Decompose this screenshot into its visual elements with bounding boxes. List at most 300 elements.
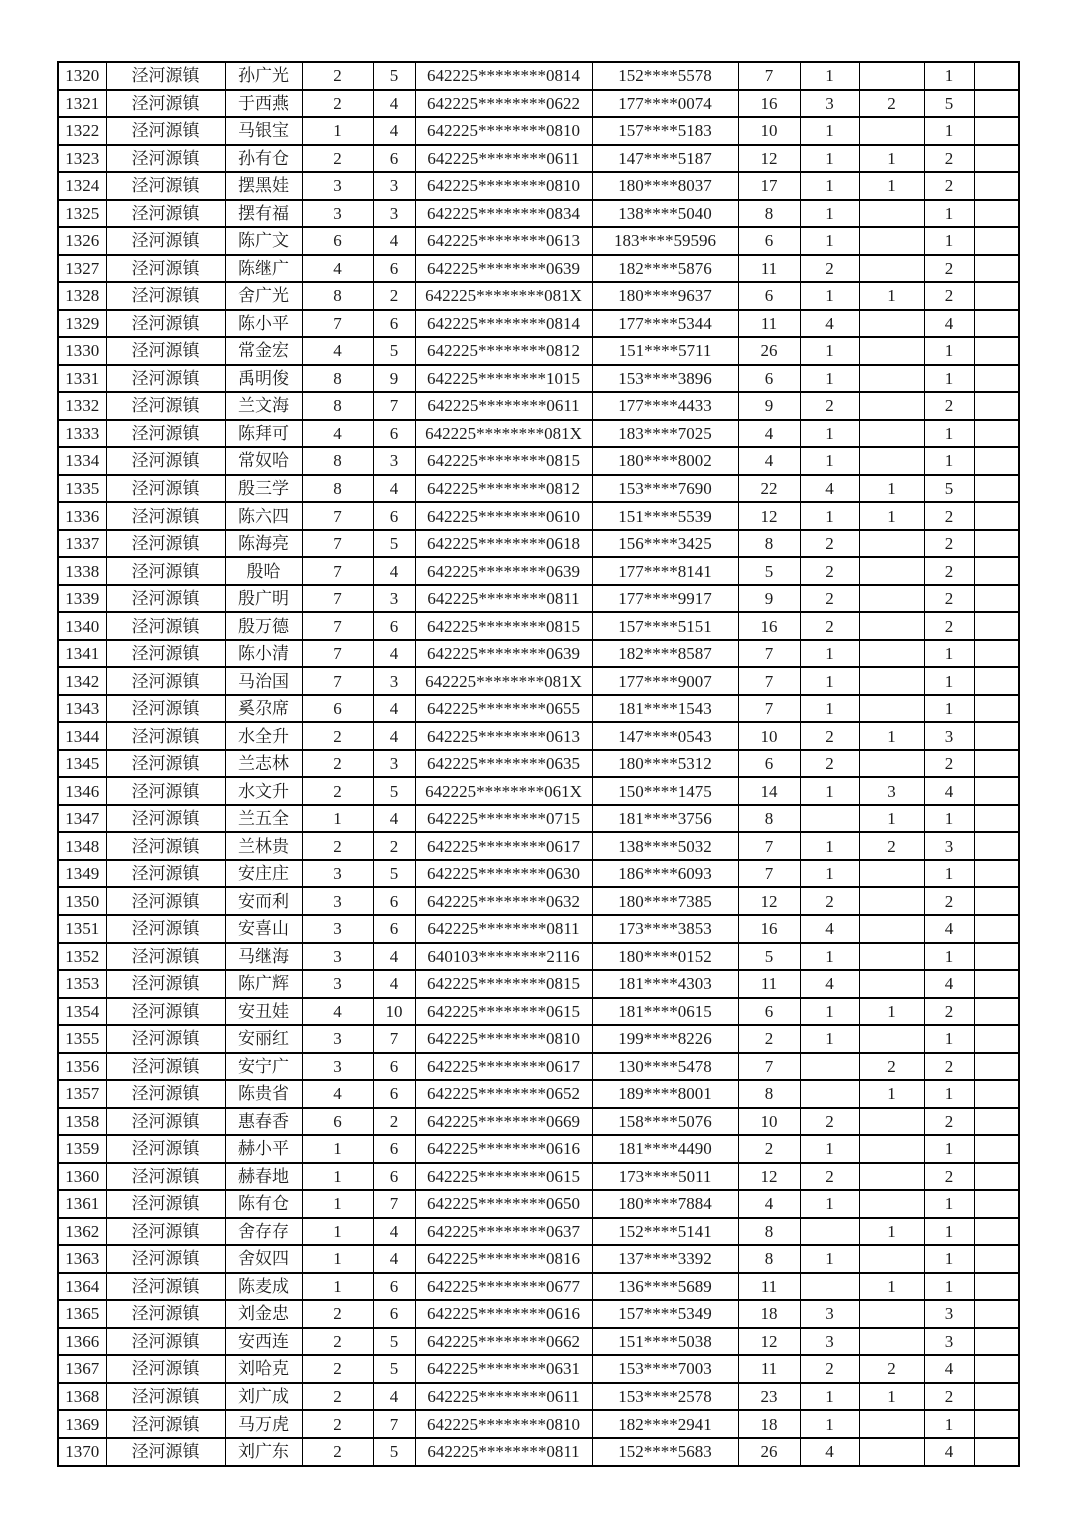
cell-num3: 9 (738, 392, 800, 420)
cell-town: 泾河源镇 (106, 365, 225, 393)
cell-num6: 5 (924, 90, 974, 118)
cell-empty (974, 1135, 1019, 1163)
cell-num2: 4 (373, 695, 415, 723)
cell-num4 (800, 1273, 859, 1301)
cell-town: 泾河源镇 (106, 1053, 225, 1081)
cell-phone_masked: 137****3392 (592, 1245, 738, 1273)
cell-name: 摆黑娃 (225, 172, 302, 200)
cell-num5 (859, 255, 924, 283)
cell-town: 泾河源镇 (106, 1355, 225, 1383)
cell-id_masked: 642225********0811 (415, 585, 592, 613)
cell-phone_masked: 152****5683 (592, 1438, 738, 1466)
cell-num2: 6 (373, 1273, 415, 1301)
cell-empty (974, 1273, 1019, 1301)
table-row (58, 915, 1019, 943)
cell-num1: 7 (302, 585, 373, 613)
cell-empty (974, 145, 1019, 173)
cell-phone_masked: 180****8002 (592, 447, 738, 475)
cell-phone_masked: 177****4433 (592, 392, 738, 420)
cell-num3: 2 (738, 1025, 800, 1053)
cell-num5: 1 (859, 172, 924, 200)
cell-num3: 11 (738, 310, 800, 338)
cell-empty (974, 1438, 1019, 1466)
table-row (58, 1355, 1019, 1383)
cell-num5 (859, 1190, 924, 1218)
cell-num2: 3 (373, 172, 415, 200)
cell-name: 陈小清 (225, 640, 302, 668)
cell-name: 水文升 (225, 777, 302, 805)
cell-num6: 2 (924, 1053, 974, 1081)
cell-num1: 8 (302, 282, 373, 310)
table-row (58, 172, 1019, 200)
cell-empty (974, 392, 1019, 420)
cell-num2: 3 (373, 667, 415, 695)
cell-num5 (859, 887, 924, 915)
table-row (58, 227, 1019, 255)
cell-empty (974, 1383, 1019, 1411)
cell-num2: 4 (373, 1218, 415, 1246)
cell-num5 (859, 585, 924, 613)
cell-no: 1351 (58, 915, 106, 943)
cell-num3: 8 (738, 1218, 800, 1246)
cell-town: 泾河源镇 (106, 255, 225, 283)
cell-phone_masked: 130****5478 (592, 1053, 738, 1081)
cell-num4: 2 (800, 255, 859, 283)
table-row (58, 805, 1019, 833)
cell-no: 1369 (58, 1410, 106, 1438)
table-row (58, 62, 1019, 90)
cell-num5 (859, 1410, 924, 1438)
cell-no: 1326 (58, 227, 106, 255)
cell-id_masked: 642225********0615 (415, 998, 592, 1026)
cell-no: 1342 (58, 667, 106, 695)
cell-id_masked: 642225********0655 (415, 695, 592, 723)
cell-no: 1355 (58, 1025, 106, 1053)
cell-num3: 26 (738, 337, 800, 365)
cell-town: 泾河源镇 (106, 1108, 225, 1136)
cell-num2: 7 (373, 1410, 415, 1438)
table-row (58, 145, 1019, 173)
cell-id_masked: 642225********0810 (415, 1025, 592, 1053)
table-row (58, 722, 1019, 750)
cell-num1: 2 (302, 1438, 373, 1466)
cell-phone_masked: 157****5349 (592, 1300, 738, 1328)
cell-num3: 6 (738, 282, 800, 310)
cell-town: 泾河源镇 (106, 1135, 225, 1163)
cell-empty (974, 62, 1019, 90)
cell-num2: 4 (373, 1245, 415, 1273)
cell-num3: 7 (738, 1053, 800, 1081)
cell-num1: 3 (302, 887, 373, 915)
cell-id_masked: 642225********0610 (415, 502, 592, 530)
cell-phone_masked: 182****2941 (592, 1410, 738, 1438)
cell-num1: 7 (302, 530, 373, 558)
cell-name: 孙广光 (225, 62, 302, 90)
table-row (58, 1163, 1019, 1191)
cell-empty (974, 227, 1019, 255)
cell-num3: 7 (738, 860, 800, 888)
cell-num6: 1 (924, 1273, 974, 1301)
cell-id_masked: 642225********0652 (415, 1080, 592, 1108)
cell-num3: 26 (738, 1438, 800, 1466)
cell-empty (974, 447, 1019, 475)
cell-town: 泾河源镇 (106, 117, 225, 145)
cell-no: 1340 (58, 612, 106, 640)
cell-num3: 4 (738, 420, 800, 448)
cell-num4: 4 (800, 310, 859, 338)
cell-num5 (859, 530, 924, 558)
cell-no: 1339 (58, 585, 106, 613)
cell-num2: 10 (373, 998, 415, 1026)
cell-no: 1360 (58, 1163, 106, 1191)
cell-num4 (800, 1218, 859, 1246)
cell-num4: 4 (800, 915, 859, 943)
cell-num6: 1 (924, 227, 974, 255)
cell-id_masked: 642225********0613 (415, 722, 592, 750)
cell-empty (974, 90, 1019, 118)
cell-no: 1363 (58, 1245, 106, 1273)
cell-town: 泾河源镇 (106, 998, 225, 1026)
cell-num2: 4 (373, 805, 415, 833)
cell-num5 (859, 1328, 924, 1356)
cell-phone_masked: 181****4490 (592, 1135, 738, 1163)
cell-phone_masked: 173****3853 (592, 915, 738, 943)
cell-empty (974, 667, 1019, 695)
cell-id_masked: 642225********0617 (415, 832, 592, 860)
cell-empty (974, 860, 1019, 888)
cell-num3: 11 (738, 255, 800, 283)
cell-num6: 3 (924, 1300, 974, 1328)
cell-id_masked: 642225********0715 (415, 805, 592, 833)
cell-num5 (859, 1300, 924, 1328)
cell-empty (974, 640, 1019, 668)
cell-phone_masked: 156****3425 (592, 530, 738, 558)
cell-name: 殷广明 (225, 585, 302, 613)
cell-id_masked: 642225********0617 (415, 1053, 592, 1081)
cell-id_masked: 642225********0616 (415, 1300, 592, 1328)
cell-num6: 4 (924, 970, 974, 998)
cell-no: 1331 (58, 365, 106, 393)
cell-no: 1370 (58, 1438, 106, 1466)
cell-id_masked: 642225********061X (415, 777, 592, 805)
cell-num2: 5 (373, 62, 415, 90)
cell-id_masked: 642225********0650 (415, 1190, 592, 1218)
cell-num5: 1 (859, 502, 924, 530)
cell-phone_masked: 182****8587 (592, 640, 738, 668)
cell-num3: 8 (738, 1080, 800, 1108)
cell-num6: 1 (924, 337, 974, 365)
cell-num1: 1 (302, 117, 373, 145)
cell-num5 (859, 750, 924, 778)
cell-num5 (859, 860, 924, 888)
cell-num2: 6 (373, 310, 415, 338)
cell-num6: 1 (924, 860, 974, 888)
cell-num1: 7 (302, 667, 373, 695)
cell-num5: 2 (859, 1355, 924, 1383)
table-row (58, 1025, 1019, 1053)
cell-num5 (859, 695, 924, 723)
cell-num1: 3 (302, 1025, 373, 1053)
cell-name: 陈继广 (225, 255, 302, 283)
cell-town: 泾河源镇 (106, 1190, 225, 1218)
cell-num3: 6 (738, 365, 800, 393)
cell-empty (974, 612, 1019, 640)
cell-num4: 2 (800, 612, 859, 640)
cell-town: 泾河源镇 (106, 392, 225, 420)
cell-empty (974, 1025, 1019, 1053)
cell-num6: 1 (924, 695, 974, 723)
cell-no: 1334 (58, 447, 106, 475)
cell-empty (974, 502, 1019, 530)
cell-name: 舍奴四 (225, 1245, 302, 1273)
cell-town: 泾河源镇 (106, 1218, 225, 1246)
cell-town: 泾河源镇 (106, 475, 225, 503)
cell-name: 兰五全 (225, 805, 302, 833)
cell-num4: 1 (800, 117, 859, 145)
cell-num3: 7 (738, 640, 800, 668)
cell-num1: 2 (302, 750, 373, 778)
cell-name: 陈广辉 (225, 970, 302, 998)
cell-num5 (859, 310, 924, 338)
cell-id_masked: 642225********0677 (415, 1273, 592, 1301)
cell-name: 刘哈克 (225, 1355, 302, 1383)
cell-id_masked: 642225********0812 (415, 337, 592, 365)
cell-name: 陈小平 (225, 310, 302, 338)
cell-num5 (859, 447, 924, 475)
cell-num3: 5 (738, 557, 800, 585)
cell-id_masked: 642225********0662 (415, 1328, 592, 1356)
cell-phone_masked: 177****9007 (592, 667, 738, 695)
cell-town: 泾河源镇 (106, 750, 225, 778)
cell-empty (974, 750, 1019, 778)
cell-name: 安丽红 (225, 1025, 302, 1053)
cell-phone_masked: 151****5038 (592, 1328, 738, 1356)
table-row (58, 860, 1019, 888)
table-row (58, 1438, 1019, 1466)
cell-num4: 2 (800, 750, 859, 778)
cell-num1: 2 (302, 1300, 373, 1328)
cell-num2: 6 (373, 420, 415, 448)
cell-num1: 2 (302, 90, 373, 118)
data-table (57, 61, 1020, 1467)
cell-num2: 5 (373, 337, 415, 365)
cell-num4: 1 (800, 777, 859, 805)
cell-town: 泾河源镇 (106, 145, 225, 173)
cell-empty (974, 943, 1019, 971)
cell-id_masked: 642225********0616 (415, 1135, 592, 1163)
table-row (58, 998, 1019, 1026)
cell-id_masked: 642225********0613 (415, 227, 592, 255)
cell-town: 泾河源镇 (106, 943, 225, 971)
cell-town: 泾河源镇 (106, 805, 225, 833)
cell-num2: 3 (373, 447, 415, 475)
table-row (58, 90, 1019, 118)
cell-phone_masked: 138****5032 (592, 832, 738, 860)
cell-no: 1337 (58, 530, 106, 558)
cell-id_masked: 642225********0669 (415, 1108, 592, 1136)
cell-num5: 2 (859, 90, 924, 118)
cell-num2: 4 (373, 227, 415, 255)
cell-name: 马万虎 (225, 1410, 302, 1438)
cell-num2: 7 (373, 1025, 415, 1053)
cell-name: 舍广光 (225, 282, 302, 310)
cell-num5 (859, 915, 924, 943)
cell-num5 (859, 227, 924, 255)
cell-num3: 10 (738, 1108, 800, 1136)
cell-num6: 2 (924, 1108, 974, 1136)
cell-num6: 1 (924, 62, 974, 90)
cell-town: 泾河源镇 (106, 1300, 225, 1328)
cell-num6: 1 (924, 447, 974, 475)
cell-phone_masked: 181****4303 (592, 970, 738, 998)
cell-num5 (859, 62, 924, 90)
cell-empty (974, 722, 1019, 750)
cell-town: 泾河源镇 (106, 777, 225, 805)
cell-empty (974, 1108, 1019, 1136)
cell-num6: 1 (924, 1190, 974, 1218)
cell-num5: 1 (859, 1218, 924, 1246)
cell-num4: 1 (800, 337, 859, 365)
cell-name: 赫春地 (225, 1163, 302, 1191)
cell-empty (974, 1190, 1019, 1218)
cell-phone_masked: 150****1475 (592, 777, 738, 805)
cell-no: 1368 (58, 1383, 106, 1411)
cell-id_masked: 642225********0611 (415, 1383, 592, 1411)
cell-num6: 1 (924, 1218, 974, 1246)
cell-id_masked: 642225********0618 (415, 530, 592, 558)
cell-num4: 1 (800, 447, 859, 475)
cell-num1: 6 (302, 695, 373, 723)
cell-num1: 4 (302, 255, 373, 283)
cell-num2: 5 (373, 860, 415, 888)
table-row (58, 777, 1019, 805)
cell-num5 (859, 392, 924, 420)
cell-num5 (859, 365, 924, 393)
cell-num4: 3 (800, 1300, 859, 1328)
cell-phone_masked: 152****5578 (592, 62, 738, 90)
table-row (58, 502, 1019, 530)
cell-num4: 1 (800, 172, 859, 200)
cell-id_masked: 642225********0615 (415, 1163, 592, 1191)
cell-no: 1341 (58, 640, 106, 668)
cell-phone_masked: 153****3896 (592, 365, 738, 393)
cell-id_masked: 642225********0815 (415, 612, 592, 640)
cell-no: 1358 (58, 1108, 106, 1136)
cell-town: 泾河源镇 (106, 227, 225, 255)
cell-num1: 1 (302, 1135, 373, 1163)
cell-num6: 2 (924, 585, 974, 613)
cell-num3: 8 (738, 200, 800, 228)
cell-empty (974, 282, 1019, 310)
cell-num1: 4 (302, 1080, 373, 1108)
cell-phone_masked: 158****5076 (592, 1108, 738, 1136)
cell-num2: 6 (373, 915, 415, 943)
cell-num3: 14 (738, 777, 800, 805)
cell-num5 (859, 1025, 924, 1053)
cell-num4: 1 (800, 860, 859, 888)
cell-no: 1362 (58, 1218, 106, 1246)
cell-num2: 5 (373, 1328, 415, 1356)
cell-num3: 12 (738, 145, 800, 173)
cell-num6: 2 (924, 1383, 974, 1411)
cell-empty (974, 887, 1019, 915)
cell-num3: 8 (738, 530, 800, 558)
cell-no: 1328 (58, 282, 106, 310)
table-row (58, 392, 1019, 420)
cell-name: 兰林贵 (225, 832, 302, 860)
cell-num4: 2 (800, 392, 859, 420)
cell-name: 摆有福 (225, 200, 302, 228)
cell-num5 (859, 1245, 924, 1273)
cell-no: 1367 (58, 1355, 106, 1383)
cell-town: 泾河源镇 (106, 90, 225, 118)
cell-empty (974, 1300, 1019, 1328)
table-row (58, 832, 1019, 860)
cell-empty (974, 310, 1019, 338)
cell-num1: 8 (302, 365, 373, 393)
cell-name: 兰文海 (225, 392, 302, 420)
cell-town: 泾河源镇 (106, 1438, 225, 1466)
cell-empty (974, 557, 1019, 585)
cell-num3: 4 (738, 1190, 800, 1218)
cell-town: 泾河源镇 (106, 667, 225, 695)
cell-num5: 2 (859, 1053, 924, 1081)
cell-num6: 2 (924, 998, 974, 1026)
cell-num4: 3 (800, 90, 859, 118)
cell-name: 殷三学 (225, 475, 302, 503)
cell-phone_masked: 180****7884 (592, 1190, 738, 1218)
cell-town: 泾河源镇 (106, 1328, 225, 1356)
cell-num4: 1 (800, 62, 859, 90)
cell-empty (974, 200, 1019, 228)
cell-num4: 2 (800, 887, 859, 915)
cell-num2: 6 (373, 1300, 415, 1328)
cell-num4: 1 (800, 365, 859, 393)
cell-phone_masked: 183****7025 (592, 420, 738, 448)
cell-phone_masked: 157****5151 (592, 612, 738, 640)
cell-num1: 4 (302, 420, 373, 448)
cell-id_masked: 642225********0635 (415, 750, 592, 778)
cell-town: 泾河源镇 (106, 970, 225, 998)
cell-num6: 1 (924, 943, 974, 971)
cell-num6: 3 (924, 1328, 974, 1356)
cell-num2: 5 (373, 530, 415, 558)
cell-num4: 1 (800, 282, 859, 310)
cell-num1: 7 (302, 310, 373, 338)
cell-phone_masked: 181****0615 (592, 998, 738, 1026)
cell-num4: 2 (800, 530, 859, 558)
cell-num6: 2 (924, 750, 974, 778)
cell-num3: 11 (738, 970, 800, 998)
cell-id_masked: 642225********081X (415, 282, 592, 310)
cell-num5: 1 (859, 805, 924, 833)
table-row (58, 1410, 1019, 1438)
cell-num1: 1 (302, 1245, 373, 1273)
cell-num4: 1 (800, 667, 859, 695)
cell-no: 1325 (58, 200, 106, 228)
table-row (58, 695, 1019, 723)
cell-num1: 2 (302, 1328, 373, 1356)
cell-num3: 12 (738, 1163, 800, 1191)
cell-num5 (859, 1438, 924, 1466)
cell-town: 泾河源镇 (106, 172, 225, 200)
cell-num4 (800, 1053, 859, 1081)
cell-name: 安宁广 (225, 1053, 302, 1081)
cell-id_masked: 642225********0815 (415, 970, 592, 998)
cell-num5 (859, 612, 924, 640)
cell-num1: 4 (302, 998, 373, 1026)
cell-empty (974, 1410, 1019, 1438)
